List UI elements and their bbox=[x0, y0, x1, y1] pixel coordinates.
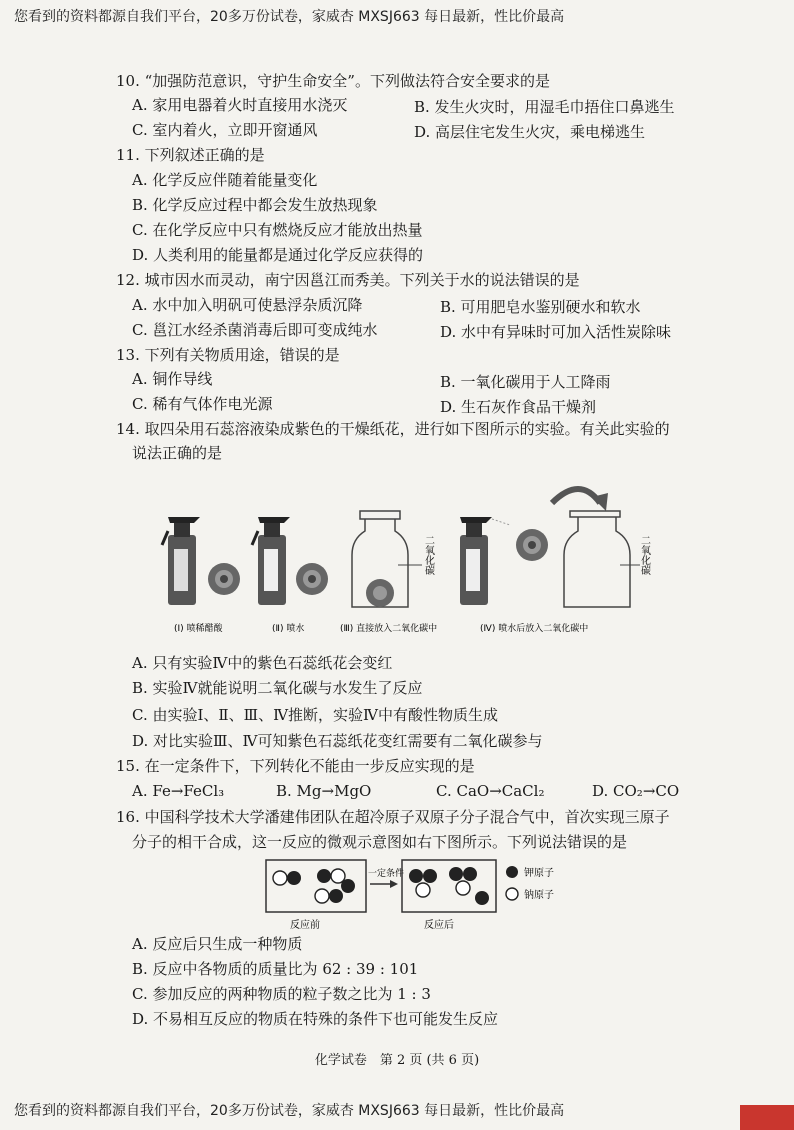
co2-label: 二氧化碳 bbox=[638, 535, 650, 575]
q10-option-c: C. 室内着火，立即开窗通风 bbox=[132, 121, 318, 139]
page-footer: 化学试卷 第 2 页 (共 6 页) bbox=[314, 1053, 480, 1068]
q16-option-c: C. 参加反应的两种物质的粒子数之比为 1 : 3 bbox=[132, 985, 431, 1003]
spray-bottle-icon bbox=[460, 517, 510, 605]
potassium-atom-icon bbox=[506, 866, 518, 878]
q11-option-c: C. 在化学反应中只有燃烧反应才能放出热量 bbox=[132, 221, 423, 239]
q10-option-a: A. 家用电器着火时直接用水浇灭 bbox=[132, 96, 348, 114]
bottom-banner: 您看到的资料都源自我们平台，20多万份试卷，家威杏 MXSJ663 每日最新，性比价最高 bbox=[14, 1103, 565, 1119]
q13-stem: 13. 下列有关物质用途，错误的是 bbox=[116, 346, 340, 364]
q10-option-d: D. 高层住宅发生火灾，乘电梯逃生 bbox=[414, 123, 646, 141]
q14-option-c: C. 由实验Ⅰ、Ⅱ、Ⅲ、Ⅳ推断，实验Ⅳ中有酸性物质生成 bbox=[132, 706, 499, 724]
paper-flower-icon bbox=[208, 563, 240, 595]
gas-jar-icon bbox=[564, 511, 640, 607]
q14-option-b: B. 实验Ⅳ就能说明二氧化碳与水发生了反应 bbox=[132, 679, 423, 697]
q11-stem: 11. 下列叙述正确的是 bbox=[116, 146, 265, 164]
q11-option-b: B. 化学反应过程中都会发生放热现象 bbox=[132, 196, 378, 214]
q14-stem-cont: 说法正确的是 bbox=[132, 444, 223, 462]
co2-label: 二氧化碳 bbox=[422, 535, 434, 575]
reaction-diagram bbox=[262, 856, 582, 932]
paper-flower-icon bbox=[516, 529, 548, 561]
sodium-atom-icon bbox=[506, 888, 518, 900]
legend-potassium: 钾原子 bbox=[524, 868, 554, 879]
experiment-figure bbox=[160, 475, 660, 645]
q13-option-d: D. 生石灰作食品干燥剂 bbox=[440, 398, 597, 416]
q10-stem: 10. “加强防范意识，守护生命安全”。下列做法符合安全要求的是 bbox=[116, 72, 550, 90]
q16-option-d: D. 不易相互反应的物质在特殊的条件下也可能发生反应 bbox=[132, 1010, 499, 1028]
after-label: 反应后 bbox=[424, 920, 454, 931]
q15-option-c: C. CaO→CaCl₂ bbox=[436, 782, 545, 800]
q16-stem: 16. 中国科学技术大学潘建伟团队在超冷原子双原子分子混合气中，首次实现三原子 bbox=[116, 808, 670, 826]
q11-option-d: D. 人类利用的能量都是通过化学反应获得的 bbox=[132, 246, 424, 264]
q10-option-b: B. 发生火灾时，用湿毛巾捂住口鼻逃生 bbox=[414, 98, 675, 116]
caption-i: (Ⅰ) 喷稀醋酸 bbox=[174, 624, 223, 634]
spray-bottle-icon bbox=[252, 517, 290, 605]
q12-option-c: C. 邕江水经杀菌消毒后即可变成纯水 bbox=[132, 321, 378, 339]
q12-stem: 12. 城市因水而灵动，南宁因邕江而秀美。下列关于水的说法错误的是 bbox=[116, 271, 580, 289]
top-banner: 您看到的资料都源自我们平台，20多万份试卷，家威杏 MXSJ663 每日最新，性比价最高 bbox=[14, 9, 565, 25]
q15-option-d: D. CO₂→CO bbox=[592, 782, 680, 800]
q14-stem: 14. 取四朵用石蕊溶液染成紫色的干燥纸花，进行如下图所示的实验。有关此实验的 bbox=[116, 420, 670, 438]
spray-bottle-icon bbox=[162, 517, 200, 605]
red-mark bbox=[740, 1105, 794, 1130]
q12-option-a: A. 水中加入明矾可使悬浮杂质沉降 bbox=[132, 296, 363, 314]
q15-option-b: B. Mg→MgO bbox=[276, 782, 372, 800]
caption-ii: (Ⅱ) 喷水 bbox=[272, 624, 305, 634]
legend-sodium: 钠原子 bbox=[524, 890, 554, 901]
q12-option-b: B. 可用肥皂水鉴别硬水和软水 bbox=[440, 298, 641, 316]
q13-option-a: A. 铜作导线 bbox=[132, 370, 213, 388]
q13-option-c: C. 稀有气体作电光源 bbox=[132, 395, 273, 413]
before-label: 反应前 bbox=[290, 920, 320, 931]
q16-stem-cont: 分子的相干合成，这一反应的微观示意图如右下图所示。下列说法错误的是 bbox=[132, 833, 628, 851]
curved-arrow-icon bbox=[552, 489, 608, 511]
paper-flower-icon bbox=[296, 563, 328, 595]
q15-option-a: A. Fe→FeCl₃ bbox=[132, 782, 225, 800]
caption-iv: (Ⅳ) 喷水后放入二氧化碳中 bbox=[480, 624, 589, 634]
gas-jar-icon bbox=[352, 511, 422, 607]
q16-option-b: B. 反应中各物质的质量比为 62 : 39 : 101 bbox=[132, 960, 419, 978]
caption-iii: (Ⅲ) 直接放入二氧化碳中 bbox=[340, 624, 438, 634]
q14-option-d: D. 对比实验Ⅲ、Ⅳ可知紫色石蕊纸花变红需要有二氧化碳参与 bbox=[132, 732, 543, 750]
q15-stem: 15. 在一定条件下，下列转化不能由一步反应实现的是 bbox=[116, 757, 475, 775]
condition-label: 一定条件 bbox=[368, 869, 405, 879]
q14-option-a: A. 只有实验Ⅳ中的紫色石蕊纸花会变红 bbox=[132, 654, 393, 672]
q12-option-d: D. 水中有异味时可加入活性炭除味 bbox=[440, 323, 672, 341]
q16-option-a: A. 反应后只生成一种物质 bbox=[132, 935, 303, 953]
q13-option-b: B. 一氧化碳用于人工降雨 bbox=[440, 373, 611, 391]
q11-option-a: A. 化学反应伴随着能量变化 bbox=[132, 171, 318, 189]
